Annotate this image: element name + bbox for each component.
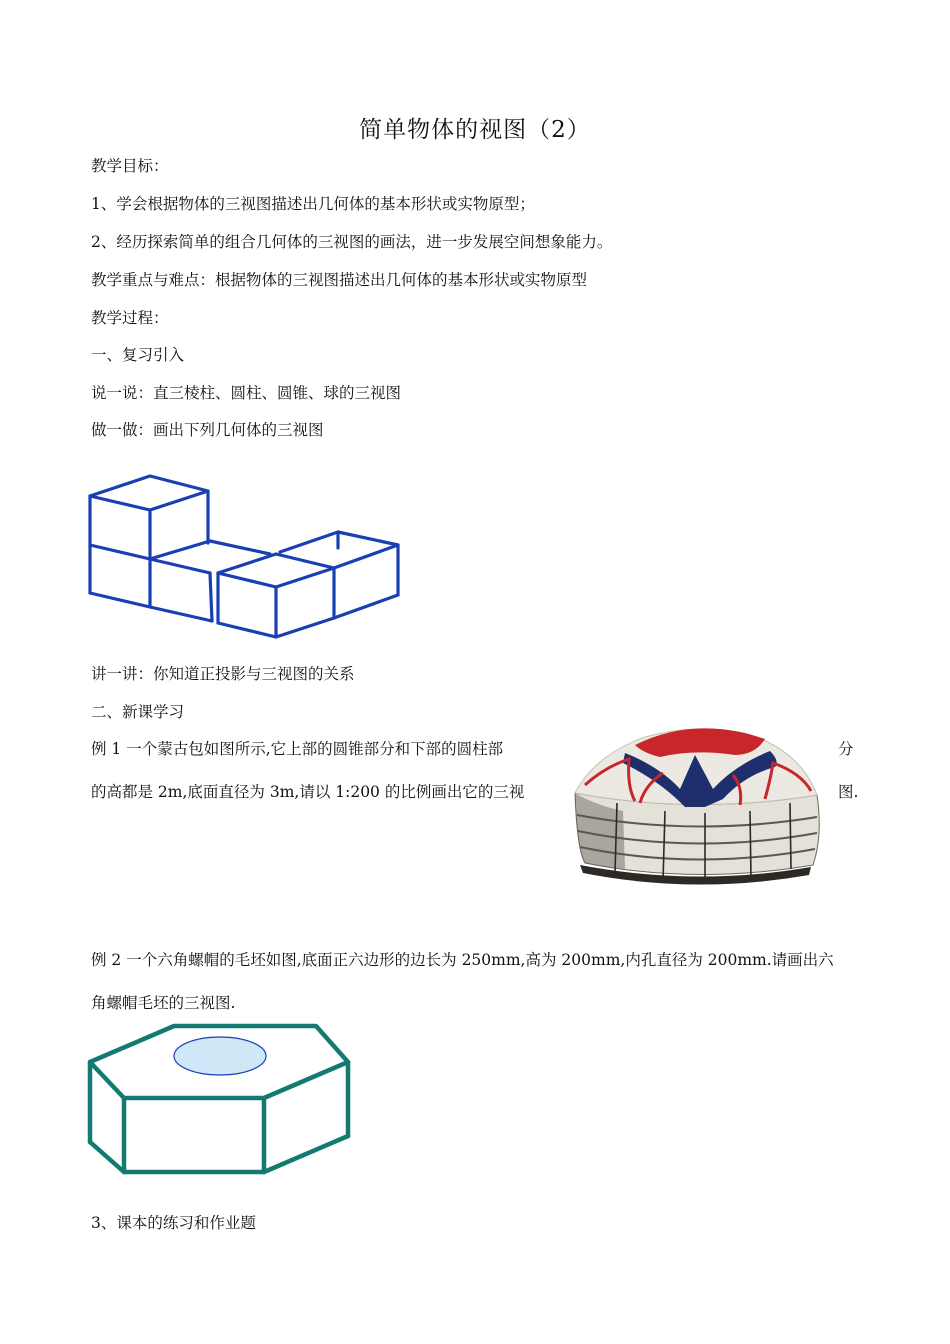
process-heading: 教学过程： [91, 309, 169, 327]
goal-2: 2、经历探索简单的组合几何体的三视图的画法，进一步发展空间想象能力。 [91, 233, 613, 251]
section-review: 一、复习引入 [91, 346, 185, 364]
example-1-line-2-end: 图. [838, 783, 859, 801]
example-1-line-1: 例 1 一个蒙古包如图所示,它上部的圆锥部分和下部的圆柱部 [91, 740, 504, 758]
example-2-line-2: 角螺帽毛坯的三视图. [91, 994, 236, 1012]
page-title: 简单物体的视图（2） [359, 117, 591, 143]
talk-line: 讲一讲：你知道正投影与三视图的关系 [91, 665, 355, 683]
example-1-line-1-end: 分 [838, 740, 854, 758]
example-2-line-1: 例 2 一个六角螺帽的毛坯如图,底面正六边形的边长为 250mm,高为 200mm,内孔直径为 200mm.请画出六 [91, 951, 834, 969]
example-1-line-2: 的高都是 2m,底面直径为 3m,请以 1:200 的比例画出它的三视 [91, 783, 525, 801]
hex-nut-hole [174, 1037, 266, 1075]
key-points: 教学重点与难点：根据物体的三视图描述出几何体的基本形状或实物原型 [91, 271, 588, 289]
do-line: 做一做：画出下列几何体的三视图 [91, 421, 324, 439]
exercise-line: 3、课本的练习和作业题 [91, 1214, 256, 1232]
hex-nut-figure [82, 1018, 357, 1178]
say-line: 说一说：直三棱柱、圆柱、圆锥、球的三视图 [91, 384, 402, 402]
cube-stack-figure [80, 465, 410, 645]
yurt-photo [565, 715, 827, 885]
section-new-lesson: 二、新课学习 [91, 703, 185, 721]
goal-1: 1、学会根据物体的三视图描述出几何体的基本形状或实物原型； [91, 195, 535, 213]
goal-heading: 教学目标： [91, 157, 169, 175]
